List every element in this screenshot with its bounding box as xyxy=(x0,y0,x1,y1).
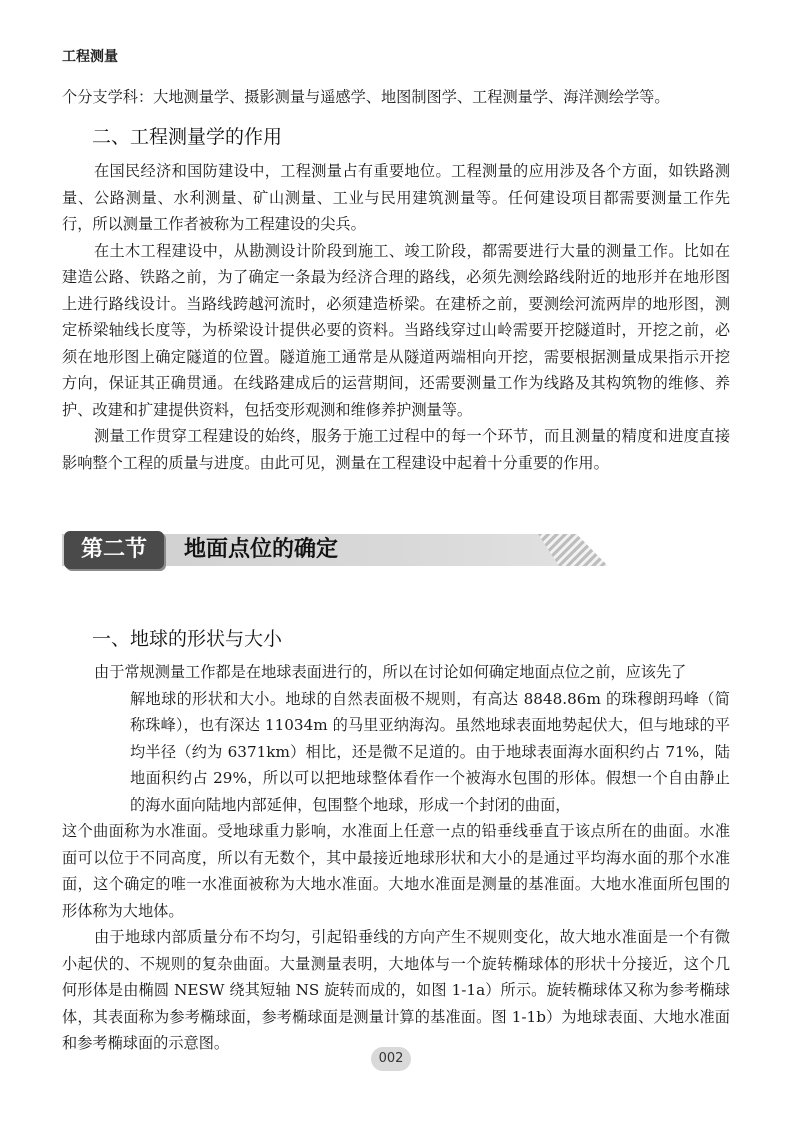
earth-paragraph-2: 由于地球内部质量分布不均匀，引起铅垂线的方向产生不规则变化，故大地水准面是一个有微小起伏的、不规则的复杂曲面。大量测量表明，大地体与一个旋转椭球体的形状十分接近，这个几何形体是由椭圆 NESW 绕其短轴 NS 旋转而成的，如图 1-1a）所示。旋转椭球体又称为参考椭球体，其表面称为参考椭球面，参考椭球面是测量计算的基准面。图 1-1b）为地球表面、大地水准面和参考椭球面的示意图。 xyxy=(62,928,730,1052)
section-number-tag: 第二节 xyxy=(64,531,164,569)
role-paragraph-3: 测量工作贯穿工程建设的始终，服务于施工过程中的每一个环节，而且测量的精度和进度直接影响整个工程的质量与进度。由此可见，测量在工程建设中起着十分重要的作用。 xyxy=(62,427,730,472)
role-body xyxy=(62,158,730,476)
page-number: 002 xyxy=(371,1047,411,1071)
intro-line: 个分支学科：大地测量学、摄影测量与遥感学、地图制图学、工程测量学、海洋测绘学等。 xyxy=(62,88,670,106)
role-paragraph-2: 在土木工程建设中，从勘测设计阶段到施工、竣工阶段，都需要进行大量的测量工作。比如在建造公路、铁路之前，为了确定一条最为经济合理的路线，必须先测绘路线附近的地形并在地形图上进行路线设计。当路线跨越河流时，必须建造桥梁。在建桥之前，要测绘河流两岸的地形图，测定桥梁轴线长度等，为桥梁设计提供必要的资料。当路线穿过山岭需要开挖隧道时，开挖之前，必须在地形图上确定隧道的位置。隧道施工通常是从隧道两端相向开挖，需要根据测量成果指示开挖方向，保证其正确贯通。在线路建成后的运营期间，还需要测量工作为线路及其构筑物的维修、养护、改建和扩建提供资料，包括变形观测和维修养护测量等。 xyxy=(62,241,730,419)
section-title: 地面点位的确定 xyxy=(184,537,339,562)
earth-paragraph-1-hanging: 解地球的形状和大小。地球的自然表面极不规则，有高达 8848.86m 的珠穆朗玛峰（简称珠峰），也有深达 11034m 的马里亚纳海沟。虽然地球表面地势起伏大，但与地球的平均半径（约为 6371km）相比，还是微不足道的。由于地球表面海水面积约占 71%，陆地面积约占 29%，所以可以把地球整体看作一个被海水包围的形体。假想一个自由静止的海水面向陆地内部延伸，包围整个地球，形成一个封闭的曲面， xyxy=(130,689,730,814)
intro-paragraph xyxy=(62,84,730,111)
earth-shape-body xyxy=(62,659,730,1057)
section-banner xyxy=(62,527,608,573)
role-paragraph-1: 在国民经济和国防建设中，工程测量占有重要地位。工程测量的应用涉及各个方面，如铁路测量、公路测量、水利测量、矿山测量、工业与民用建筑测量等。任何建设项目都需要测量工作先行，所以测量工作者被称为工程建设的尖兵。 xyxy=(62,162,730,233)
running-head: 工程测量 xyxy=(62,49,118,65)
subsection-heading-role: 二、工程测量学的作用 xyxy=(92,126,283,148)
earth-paragraph-1-first-line: 由于常规测量工作都是在地球表面进行的，所以在讨论如何确定地面点位之前，应该先了 xyxy=(94,663,687,681)
earth-paragraph-1-rest: 这个曲面称为水准面。受地球重力影响，水准面上任意一点的铅垂线垂直于该点所在的曲面。水准面可以位于不同高度，所以有无数个，其中最接近地球形状和大小的是通过平均海水面的那个水准面，这个确定的唯一水准面被称为大地水准面。大地水准面是测量的基准面。大地水准面所包围的形体称为大地体。 xyxy=(62,822,730,920)
subsection-heading-earth-shape: 一、地球的形状与大小 xyxy=(92,628,283,650)
